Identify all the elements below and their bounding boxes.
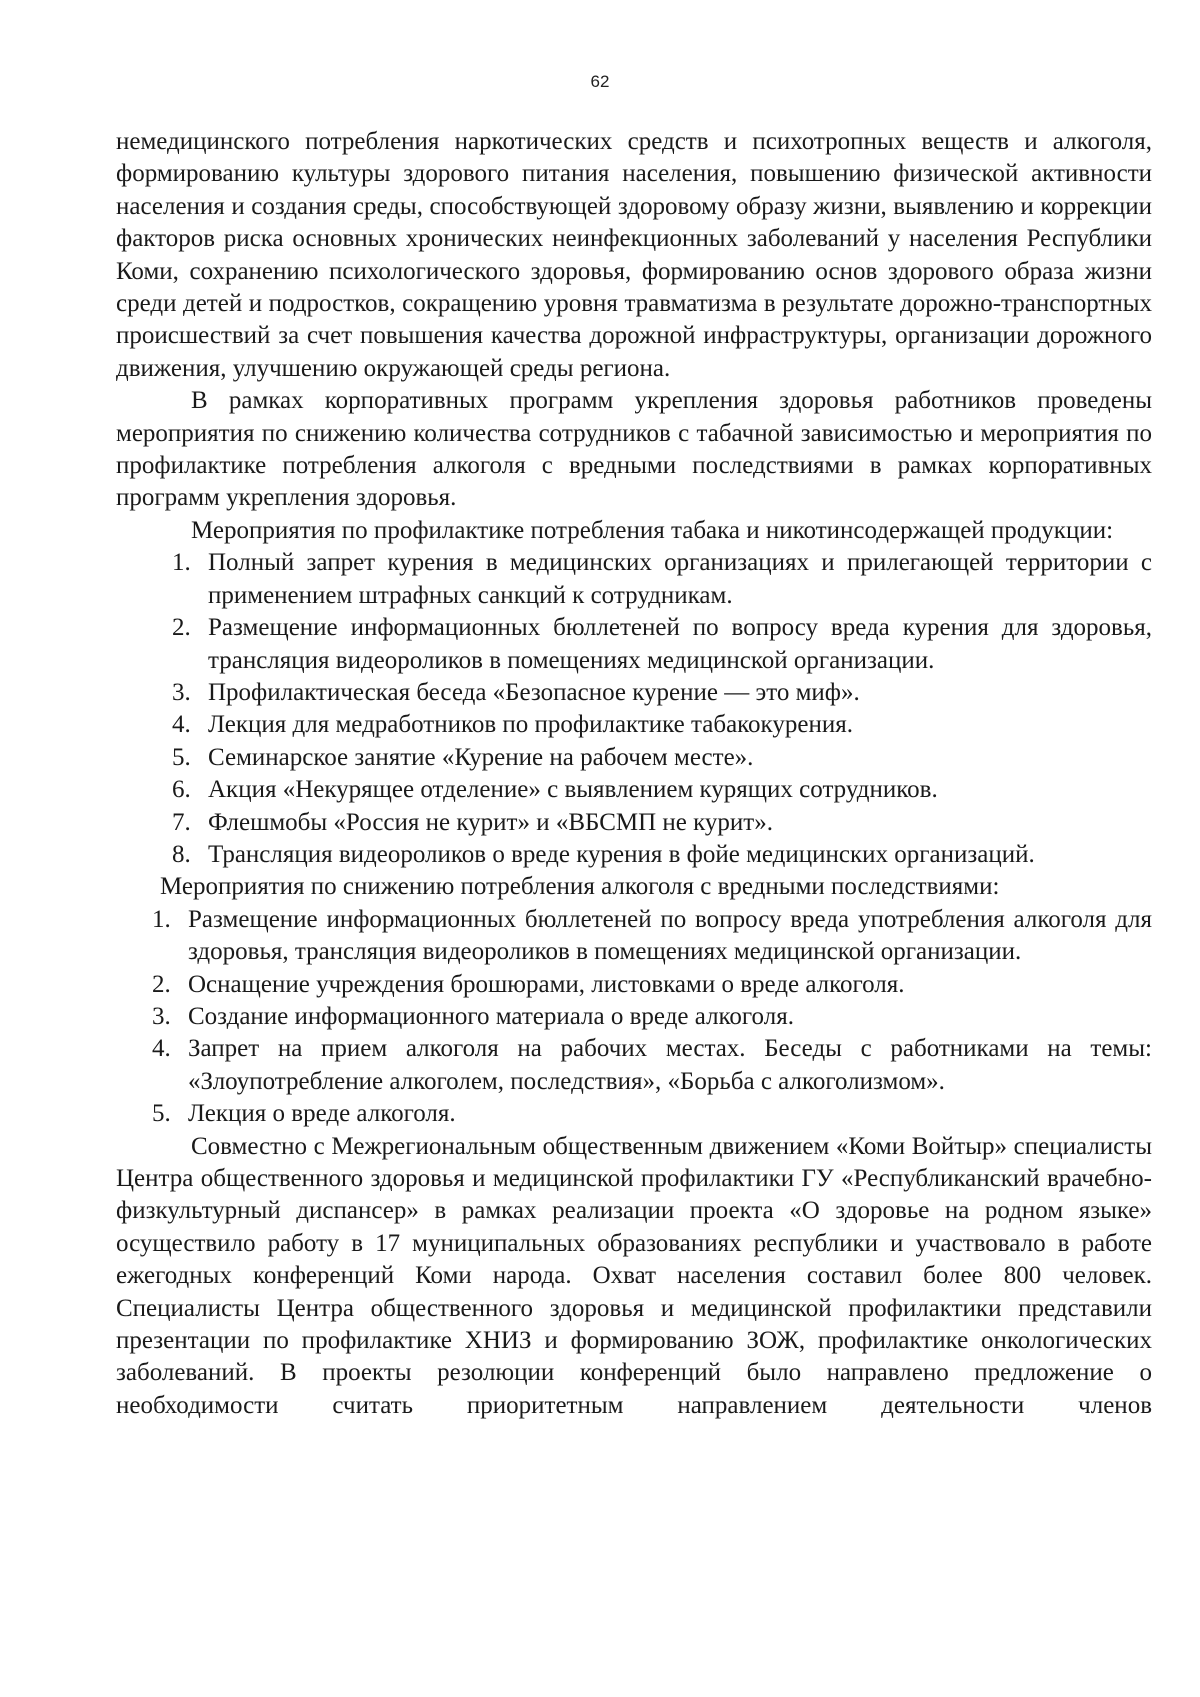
list-item (116, 904, 1152, 969)
paragraph-alcohol-heading: Мероприятия по снижению потребления алкоголя с вредными последствиями: (160, 873, 1000, 901)
list-item (116, 742, 1152, 774)
list-item-text: Размещение информационных бюллетеней по вопросу вреда курения для здоровья, трансляция видеороликов в помещениях медицинской организации. (208, 614, 1152, 674)
list-item-number: 2. (172, 614, 191, 642)
paragraph-corporate-programs: В рамках корпоративных программ укрепления здоровья работников проведены мероприятия по снижению количества сотрудников с табачной зависимостью и мероприятия по профилактике потребления алкоголя с вредными последствиями в рамках корпоративных программ укрепления здоровья. (116, 387, 1152, 512)
list-item (116, 807, 1152, 839)
list-item-number: 5. (172, 743, 191, 771)
list-item-text: Оснащение учреждения брошюрами, листовками о вреде алкоголя. (188, 970, 905, 998)
list-item-number: 3. (172, 678, 191, 706)
list-item-number: 4. (152, 1035, 171, 1063)
list-item-text: Полный запрет курения в медицинских организациях и прилегающей территории с применением штрафных санкций к сотрудникам. (208, 549, 1152, 609)
list-item (116, 677, 1152, 709)
page-content (116, 126, 1152, 1422)
list-item (116, 839, 1152, 871)
list-item-number: 4. (172, 711, 191, 739)
list-item-number: 2. (152, 970, 171, 998)
list-item-number: 5. (152, 1100, 171, 1128)
list-item (116, 969, 1152, 1001)
list-item-text: Запрет на прием алкоголя на рабочих местах. Беседы с работниками на темы: «Злоупотребление алкоголем, последствия», «Борьба с алкоголизмом». (188, 1035, 1152, 1095)
list-item (116, 774, 1152, 806)
list-item-number: 6. (172, 776, 191, 804)
list-item-number: 7. (172, 808, 191, 836)
list-item-number: 1. (172, 549, 191, 577)
list-item-text: Создание информационного материала о вреде алкоголя. (188, 1002, 794, 1030)
paragraph-tobacco-heading: Мероприятия по профилактике потребления табака и никотинсодержащей продукции: (191, 516, 1114, 544)
paragraph-continuation: немедицинского потребления наркотических средств и психотропных веществ и алкоголя, формированию культуры здорового питания населения, повышению физической активности населения и создания среды, способствующей здоровому образу жизни, выявлению и коррекции факторов риска основных хронических неинфекционных заболеваний у населения Республики Коми, сохранению психологического здоровья, формированию основ здорового образа жизни среди детей и подростков, сокращению уровня травматизма в результате дорожно-транспортных происшествий за счет повышения качества дорожной инфраструктуры, организации дорожного движения, улучшению окружающей среды региона. (116, 128, 1152, 382)
list-item-text: Трансляция видеороликов о вреде курения в фойе медицинских организаций. (208, 840, 1035, 868)
list-item-text: Семинарское занятие «Курение на рабочем месте». (208, 743, 754, 771)
list-item-number: 3. (152, 1002, 171, 1030)
list-item-number: 8. (172, 840, 191, 868)
list-item-text: Лекция для медработников по профилактике табакокурения. (208, 711, 853, 739)
list-item (116, 1001, 1152, 1033)
tobacco-measures-list (116, 547, 1152, 871)
list-item (116, 1098, 1152, 1130)
list-item-number: 1. (152, 905, 171, 933)
list-item (116, 709, 1152, 741)
list-item-text: Флешмобы «Россия не курит» и «ВБСМП не курит». (208, 808, 773, 836)
list-item (116, 612, 1152, 677)
list-item (116, 547, 1152, 612)
list-item-text: Профилактическая беседа «Безопасное курение — это миф». (208, 678, 860, 706)
page-number: 62 (590, 72, 610, 91)
list-item-text: Лекция о вреде алкоголя. (188, 1100, 456, 1128)
list-item (116, 1033, 1152, 1098)
list-item-text: Акция «Некурящее отделение» с выявлением курящих сотрудников. (208, 776, 938, 804)
list-item-text: Размещение информационных бюллетеней по вопросу вреда употребления алкоголя для здоровья, трансляция видеороликов в помещениях медицинской организации. (188, 905, 1152, 966)
paragraph-komi-voityr: Совместно с Межрегиональным общественным движением «Коми Войтыр» специалисты Центра общественного здоровья и медицинской профилактики ГУ «Республиканский врачебно-физкультурный диспансер» в рамках реализации проекта «О здоровье на родном языке» осуществило работу в 17 муниципальных образованиях республики и участвовало в работе ежегодных конференций Коми народа. Охват населения составил более 800 человек. Специалисты Центра общественного здоровья и медицинской профилактики представили презентации по профилактике ХНИЗ и формированию ЗОЖ, профилактике онкологических заболеваний. В проекты резолюции конференций было направлено предложение о необходимости считать приоритетным направлением деятельности членов (116, 1132, 1152, 1419)
alcohol-measures-list (116, 904, 1152, 1131)
